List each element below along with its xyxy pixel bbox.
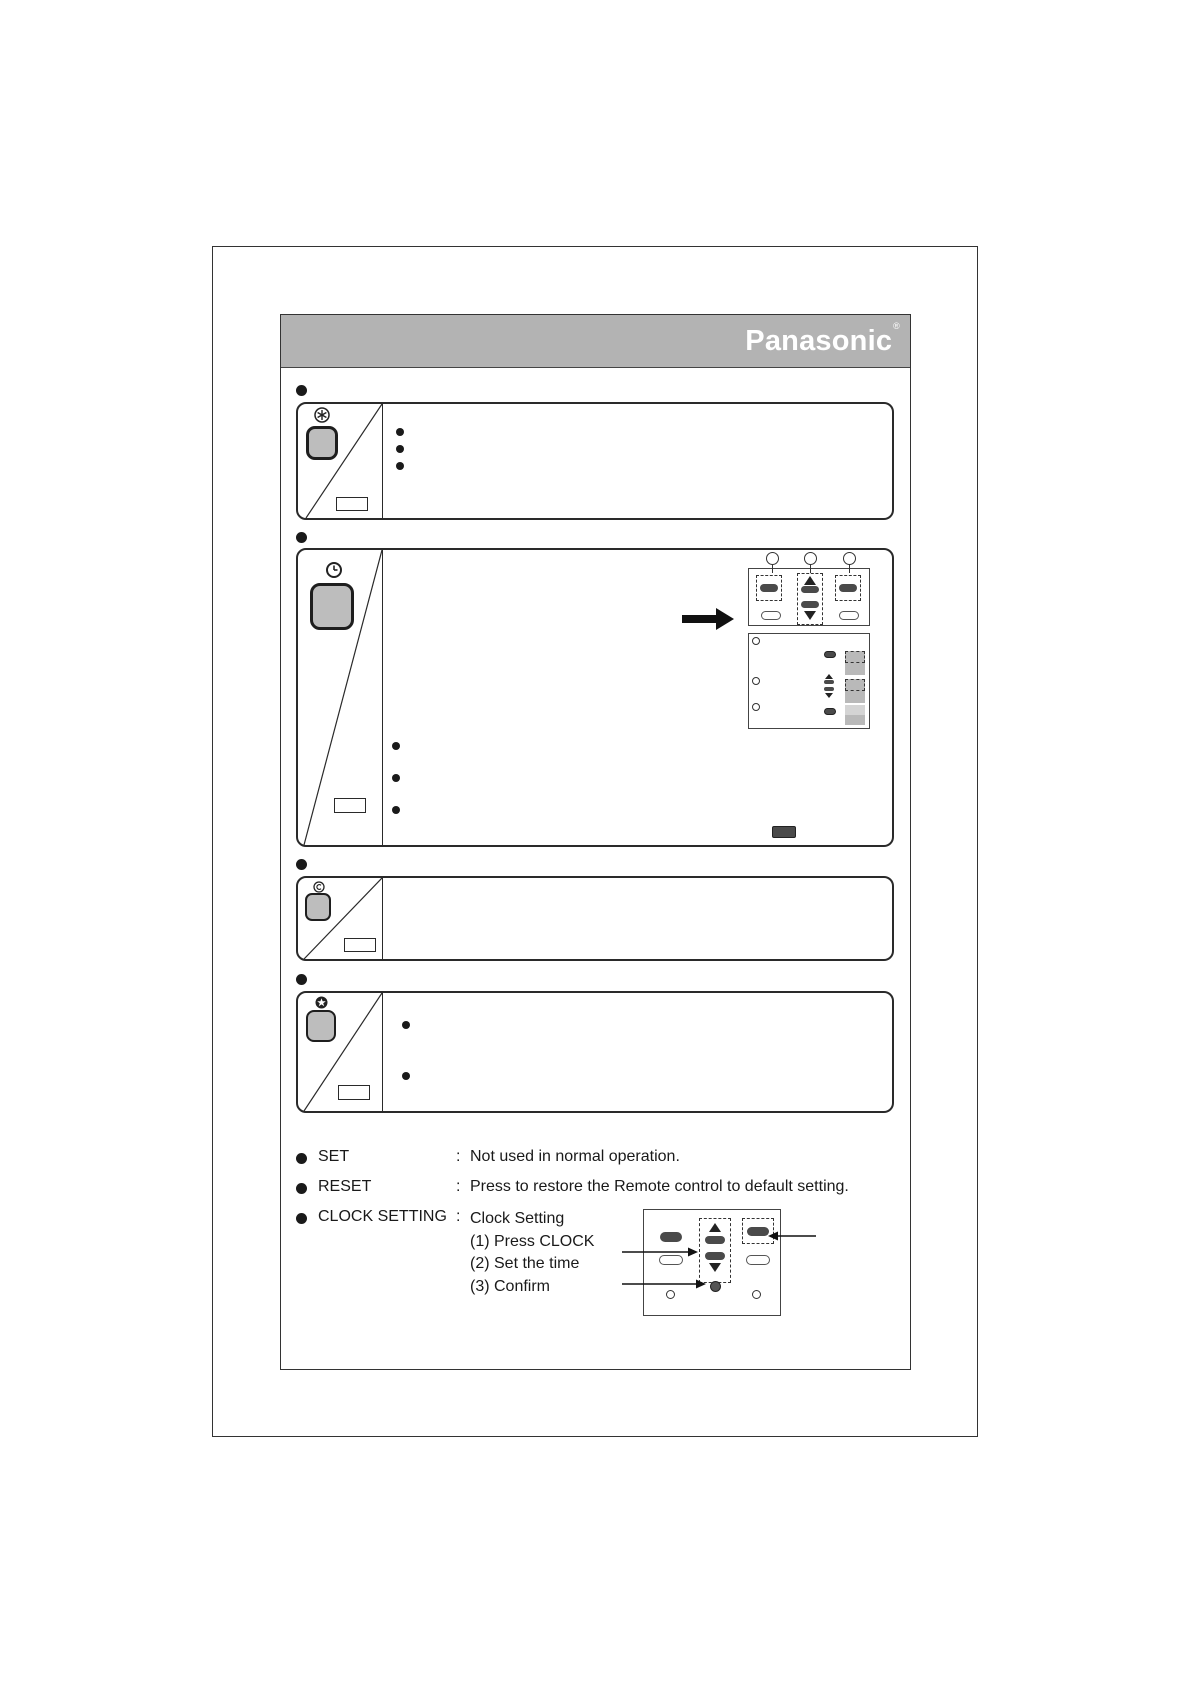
- section-1-item-bullet: [396, 428, 404, 436]
- clock-setting-steps: [470, 1208, 594, 1298]
- copyright-like-icon: [313, 881, 325, 893]
- section-1-item-bullet: [396, 445, 404, 453]
- display-indicator: [845, 715, 865, 725]
- up-arrow-icon: [804, 576, 816, 585]
- clock-step: (2) Set the time: [470, 1255, 580, 1272]
- section-2-item-bullet: [392, 774, 400, 782]
- note-reset: [318, 1178, 878, 1198]
- section-1-button-label-box: [336, 497, 368, 511]
- section-4-item-bullet: [402, 1072, 410, 1080]
- section-4-hardware-button[interactable]: [306, 1010, 336, 1042]
- section-2-item-bullet: [392, 806, 400, 814]
- step-1-button: [824, 651, 836, 658]
- section-3-hardware-button[interactable]: [305, 893, 331, 921]
- clock-icon: [326, 562, 342, 578]
- section-2-button-label-box: [334, 798, 366, 813]
- step-marker: [752, 677, 760, 685]
- step-down-arrow-icon: [825, 693, 833, 698]
- remote-up-button[interactable]: [801, 586, 819, 593]
- step-2-up-button: [824, 680, 834, 684]
- section-1-bullet: [296, 385, 307, 396]
- step-3-button: [824, 708, 836, 715]
- remote-left-button[interactable]: [760, 584, 778, 592]
- section-1-box: [296, 402, 894, 520]
- remote-steps-panel: [748, 633, 870, 729]
- inline-button-symbol: [772, 826, 796, 838]
- section-4-box: [296, 991, 894, 1113]
- section-4-item-bullet: [402, 1021, 410, 1029]
- remote-buttons-panel: [748, 568, 870, 626]
- section-2-bullet: [296, 532, 307, 543]
- section-4-bullet: [296, 974, 307, 985]
- step-marker: [752, 703, 760, 711]
- note-term: CLOCK SETTING: [318, 1208, 447, 1225]
- display-indicator-highlight: [845, 679, 865, 691]
- note-description: Not used in normal operation.: [470, 1148, 680, 1165]
- right-arrow-icon: [682, 608, 734, 630]
- section-2-hardware-button[interactable]: [310, 583, 354, 630]
- note-separator: :: [456, 1208, 461, 1225]
- clock-step: (1) Press CLOCK: [470, 1232, 595, 1250]
- snowflake-circle-icon: [314, 407, 330, 423]
- remote-down-button[interactable]: [801, 601, 819, 608]
- note-description: Press to restore the Remote control to default setting.: [470, 1178, 849, 1195]
- display-indicator: [845, 705, 865, 715]
- section-1-item-bullet: [396, 462, 404, 470]
- clock-pointer-arrows: [620, 1228, 820, 1294]
- section-3-bullet: [296, 859, 307, 870]
- note-set: [318, 1148, 878, 1168]
- brand-header: [281, 315, 910, 368]
- note-separator: :: [456, 1178, 461, 1195]
- remote-right-lower-button[interactable]: [839, 611, 859, 620]
- note-bullet: [296, 1153, 307, 1164]
- section-3-box: [296, 876, 894, 961]
- step-marker: [752, 637, 760, 645]
- step-up-arrow-icon: [825, 674, 833, 679]
- clock-step: Clock Setting: [470, 1210, 565, 1227]
- display-indicator-highlight: [845, 651, 865, 663]
- clock-step: (3) Confirm: [470, 1277, 551, 1295]
- section-3-button-label-box: [344, 938, 376, 952]
- brand-logo: Panasonic®: [745, 321, 900, 357]
- section-2-box: [296, 548, 894, 847]
- star-circle-icon: [315, 996, 328, 1009]
- note-term: RESET: [318, 1178, 372, 1195]
- note-bullet: [296, 1213, 307, 1224]
- down-arrow-icon: [804, 611, 816, 620]
- note-term: SET: [318, 1148, 350, 1165]
- remote-right-button[interactable]: [839, 584, 857, 592]
- callout-leaders: [768, 562, 858, 576]
- remote-left-lower-button[interactable]: [761, 611, 781, 620]
- step-2-down-button: [824, 687, 834, 691]
- note-separator: :: [456, 1148, 461, 1165]
- section-2-item-bullet: [392, 742, 400, 750]
- note-bullet: [296, 1183, 307, 1194]
- section-4-button-label-box: [338, 1085, 370, 1100]
- section-1-hardware-button[interactable]: [306, 426, 338, 460]
